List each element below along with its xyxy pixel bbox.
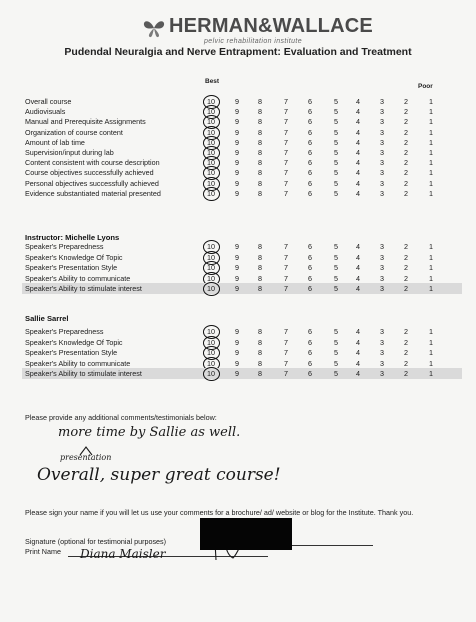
rating-row — [22, 368, 462, 379]
rating-option[interactable]: 2 — [404, 158, 408, 168]
rating-option[interactable]: 8 — [258, 273, 262, 283]
rating-option[interactable]: 3 — [380, 348, 384, 358]
rating-option[interactable]: 5 — [334, 242, 338, 251]
rating-option[interactable]: 7 — [284, 137, 288, 147]
rating-option[interactable]: 5 — [334, 348, 338, 358]
rating-option[interactable]: 10 — [204, 189, 218, 198]
rating-option[interactable]: 6 — [308, 358, 312, 368]
rating-option[interactable]: 2 — [404, 284, 408, 294]
rating-option[interactable]: 1 — [429, 158, 433, 168]
rating-option[interactable]: 5 — [334, 369, 338, 379]
rating-option[interactable]: 3 — [380, 97, 384, 106]
rating-option[interactable]: 8 — [258, 97, 262, 106]
rating-option[interactable]: 8 — [258, 358, 262, 368]
rating-option[interactable]: 3 — [380, 327, 384, 336]
rating-option[interactable]: 9 — [235, 107, 239, 117]
rating-option[interactable]: 3 — [380, 137, 384, 147]
rating-option[interactable]: 7 — [284, 337, 288, 347]
rating-option[interactable]: 1 — [429, 284, 433, 294]
rating-row — [22, 283, 462, 294]
rating-option[interactable]: 8 — [258, 127, 262, 137]
rating-option[interactable]: 7 — [284, 178, 288, 188]
rating-option[interactable]: 9 — [235, 188, 239, 198]
rating-option[interactable]: 2 — [404, 148, 408, 157]
rating-item-label: Organization of course content — [25, 127, 123, 137]
rating-option[interactable]: 1 — [429, 327, 433, 336]
rating-option[interactable]: 10 — [204, 327, 218, 336]
herman-wallace-logo — [142, 14, 373, 46]
rating-option[interactable]: 4 — [356, 273, 360, 283]
rating-option[interactable]: 4 — [356, 358, 360, 368]
course-title: Pudendal Neuralgia and Nerve Entrapment: Evaluation and Treatment — [64, 46, 412, 58]
rating-option[interactable]: 3 — [380, 127, 384, 137]
rating-option[interactable]: 8 — [258, 188, 262, 198]
rating-option[interactable]: 9 — [235, 97, 239, 106]
rating-option[interactable]: 5 — [334, 107, 338, 117]
rating-option[interactable]: 9 — [235, 137, 239, 147]
rating-option[interactable]: 4 — [356, 148, 360, 157]
rating-option[interactable]: 2 — [404, 369, 408, 379]
selected-rating-circle — [203, 367, 220, 381]
signature-label: Signature (optional for testimonial purposes) — [25, 537, 167, 546]
rating-option[interactable]: 8 — [258, 178, 262, 188]
rating-item-label: Content consistent with course description — [25, 158, 160, 168]
rating-option[interactable]: 5 — [334, 127, 338, 137]
rating-item-label: Supervision/input during lab — [25, 148, 114, 157]
rating-option[interactable]: 7 — [284, 107, 288, 117]
rating-option[interactable]: 2 — [404, 107, 408, 117]
rating-option[interactable]: 6 — [308, 263, 312, 273]
rating-option[interactable]: 1 — [429, 337, 433, 347]
rating-option[interactable]: 2 — [404, 263, 408, 273]
rating-row — [0, 337, 476, 348]
rating-option[interactable]: 1 — [429, 188, 433, 198]
rating-option[interactable]: 8 — [258, 117, 262, 127]
rating-option[interactable]: 10 — [204, 263, 218, 272]
rating-option[interactable]: 7 — [284, 369, 288, 379]
rating-item-label: Course objectives successfully achieved — [25, 168, 154, 178]
rating-option[interactable]: 4 — [356, 158, 360, 168]
comments-prompt: Please provide any additional comments/testimonials below: — [25, 413, 217, 422]
rating-option[interactable]: 1 — [429, 148, 433, 157]
rating-option[interactable]: 8 — [258, 107, 262, 117]
rating-option[interactable]: 4 — [356, 107, 360, 117]
rating-option[interactable]: 3 — [380, 188, 384, 198]
rating-item-label: Audiovisuals — [25, 107, 66, 117]
rating-option[interactable]: 6 — [308, 284, 312, 294]
rating-option[interactable]: 10 — [204, 179, 218, 188]
rating-option[interactable]: 10 — [204, 158, 218, 167]
rating-option[interactable]: 1 — [429, 252, 433, 262]
rating-option[interactable]: 7 — [284, 168, 288, 178]
rating-option[interactable]: 4 — [356, 327, 360, 336]
rating-option[interactable]: 7 — [284, 252, 288, 262]
rating-option[interactable]: 10 — [204, 348, 218, 357]
rating-option[interactable]: 6 — [308, 168, 312, 178]
handwritten-comment-line1: more time by Sallie as well. — [58, 425, 241, 440]
rating-item-label: Speaker's Knowledge Of Topic — [25, 337, 123, 347]
rating-option[interactable]: 2 — [404, 348, 408, 358]
rating-option[interactable]: 7 — [284, 284, 288, 294]
rating-option[interactable]: 6 — [308, 242, 312, 251]
rating-option[interactable]: 3 — [380, 178, 384, 188]
rating-option[interactable]: 9 — [235, 252, 239, 262]
rating-option[interactable]: 4 — [356, 369, 360, 379]
rating-option[interactable]: 1 — [429, 97, 433, 106]
rating-option[interactable]: 9 — [235, 127, 239, 137]
rating-option[interactable]: 5 — [334, 188, 338, 198]
rating-option[interactable]: 3 — [380, 107, 384, 117]
rating-item-label: Speaker's Knowledge Of Topic — [25, 252, 123, 262]
instructor-heading: Sallie Sarrel — [25, 314, 69, 323]
rating-option[interactable]: 3 — [380, 117, 384, 127]
rating-option[interactable]: 3 — [380, 252, 384, 262]
rating-option[interactable]: 6 — [308, 188, 312, 198]
rating-option[interactable]: 10 — [204, 148, 218, 157]
rating-option[interactable]: 1 — [429, 348, 433, 358]
rating-option[interactable]: 10 — [204, 107, 218, 116]
rating-option[interactable]: 9 — [235, 273, 239, 283]
rating-option[interactable]: 1 — [429, 273, 433, 283]
handwritten-printed-name: Diana Maisler — [80, 547, 166, 561]
rating-option[interactable]: 9 — [235, 263, 239, 273]
rating-option[interactable]: 5 — [334, 158, 338, 168]
rating-row — [0, 188, 476, 199]
rating-option[interactable]: 1 — [429, 178, 433, 188]
rating-option[interactable]: 10 — [204, 284, 218, 293]
rating-item-label: Speaker's Ability to communicate — [25, 273, 131, 283]
rating-option[interactable]: 6 — [308, 97, 312, 106]
rating-option[interactable]: 10 — [204, 117, 218, 126]
rating-option[interactable]: 2 — [404, 117, 408, 127]
rating-option[interactable]: 8 — [258, 327, 262, 336]
rating-option[interactable]: 8 — [258, 252, 262, 262]
rating-option[interactable]: 6 — [308, 369, 312, 379]
rating-option[interactable]: 8 — [258, 242, 262, 251]
rating-option[interactable]: 7 — [284, 158, 288, 168]
rating-item-label: Speaker's Presentation Style — [25, 263, 118, 273]
rating-item-label: Amount of lab time — [25, 137, 85, 147]
rating-option[interactable]: 10 — [204, 369, 218, 378]
rating-option[interactable]: 2 — [404, 358, 408, 368]
rating-row — [0, 262, 476, 273]
rating-row — [0, 326, 476, 337]
rating-option[interactable]: 2 — [404, 178, 408, 188]
rating-option[interactable]: 1 — [429, 107, 433, 117]
scale-best-label: Best — [205, 78, 220, 85]
rating-option[interactable]: 9 — [235, 148, 239, 157]
rating-option[interactable]: 6 — [308, 127, 312, 137]
rating-option[interactable]: 2 — [404, 188, 408, 198]
rating-item-label: Speaker's Ability to communicate — [25, 358, 131, 368]
rating-option[interactable]: 2 — [404, 97, 408, 106]
rating-option[interactable]: 4 — [356, 127, 360, 137]
rating-option[interactable]: 10 — [204, 274, 218, 283]
rating-option[interactable]: 4 — [356, 168, 360, 178]
rating-option[interactable]: 2 — [404, 168, 408, 178]
instructor-heading: Instructor: Michelle Lyons — [25, 233, 120, 242]
rating-option[interactable]: 3 — [380, 148, 384, 157]
rating-option[interactable]: 6 — [308, 158, 312, 168]
rating-option[interactable]: 7 — [284, 327, 288, 336]
rating-option[interactable]: 5 — [334, 97, 338, 106]
rating-option[interactable]: 7 — [284, 117, 288, 127]
rating-item-label: Overall course — [25, 97, 72, 106]
rating-option[interactable]: 9 — [235, 348, 239, 358]
rating-option[interactable]: 7 — [284, 148, 288, 157]
rating-option[interactable]: 8 — [258, 168, 262, 178]
rating-option[interactable]: 6 — [308, 327, 312, 336]
rating-option[interactable]: 3 — [380, 242, 384, 251]
rating-option[interactable]: 7 — [284, 97, 288, 106]
rating-option[interactable]: 5 — [334, 358, 338, 368]
rating-item-label: Speaker's Preparedness — [25, 327, 104, 336]
rating-option[interactable]: 5 — [334, 327, 338, 336]
rating-option[interactable]: 6 — [308, 337, 312, 347]
rating-option[interactable]: 1 — [429, 137, 433, 147]
rating-item-label: Speaker's Presentation Style — [25, 348, 118, 358]
rating-option[interactable]: 4 — [356, 252, 360, 262]
rating-option[interactable]: 10 — [204, 253, 218, 262]
rating-item-label: Personal objectives successfully achieved — [25, 178, 159, 188]
selected-rating-circle — [203, 187, 220, 201]
rating-option[interactable]: 5 — [334, 168, 338, 178]
rating-option[interactable]: 7 — [284, 127, 288, 137]
rating-option[interactable]: 1 — [429, 117, 433, 127]
print-name-label: Print Name — [25, 547, 61, 556]
rating-row — [0, 241, 476, 252]
rating-option[interactable]: 6 — [308, 178, 312, 188]
rating-option[interactable]: 1 — [429, 127, 433, 137]
rating-option[interactable]: 6 — [308, 107, 312, 117]
rating-option[interactable]: 1 — [429, 263, 433, 273]
rating-option[interactable]: 3 — [380, 358, 384, 368]
rating-option[interactable]: 4 — [356, 117, 360, 127]
rating-option[interactable]: 7 — [284, 263, 288, 273]
rating-option[interactable]: 5 — [334, 117, 338, 127]
rating-option[interactable]: 4 — [356, 137, 360, 147]
handwritten-comment-line2: Overall, super great course! — [37, 465, 281, 485]
rating-option[interactable]: 9 — [235, 284, 239, 294]
rating-option[interactable]: 10 — [204, 138, 218, 147]
rating-option[interactable]: 2 — [404, 242, 408, 251]
logo-name: HERMAN&WALLACE — [169, 15, 373, 37]
rating-option[interactable]: 1 — [429, 242, 433, 251]
rating-option[interactable]: 5 — [334, 284, 338, 294]
rating-option[interactable]: 2 — [404, 137, 408, 147]
rating-option[interactable]: 2 — [404, 273, 408, 283]
rating-option[interactable]: 3 — [380, 168, 384, 178]
rating-option[interactable]: 5 — [334, 273, 338, 283]
rating-option[interactable]: 8 — [258, 369, 262, 379]
rating-option[interactable]: 5 — [334, 337, 338, 347]
rating-option[interactable]: 4 — [356, 263, 360, 273]
rating-option[interactable]: 9 — [235, 158, 239, 168]
rating-option[interactable]: 4 — [356, 337, 360, 347]
rating-option[interactable]: 10 — [204, 242, 218, 251]
rating-option[interactable]: 3 — [380, 273, 384, 283]
rating-option[interactable]: 4 — [356, 178, 360, 188]
rating-option[interactable]: 8 — [258, 137, 262, 147]
rating-option[interactable]: 8 — [258, 158, 262, 168]
rating-item-label: Speaker's Preparedness — [25, 242, 104, 251]
rating-option[interactable]: 2 — [404, 127, 408, 137]
rating-option[interactable]: 10 — [204, 168, 218, 177]
rating-option[interactable]: 8 — [258, 263, 262, 273]
rating-option[interactable]: 6 — [308, 273, 312, 283]
rating-item-label: Speaker's Ability to stimulate interest — [25, 284, 142, 294]
rating-option[interactable]: 4 — [356, 97, 360, 106]
rating-row — [0, 252, 476, 263]
rating-option[interactable]: 7 — [284, 348, 288, 358]
rating-option[interactable]: 1 — [429, 369, 433, 379]
rating-option[interactable]: 4 — [356, 348, 360, 358]
rating-option[interactable]: 6 — [308, 348, 312, 358]
rating-option[interactable]: 3 — [380, 284, 384, 294]
rating-option[interactable]: 9 — [235, 178, 239, 188]
rating-option[interactable]: 5 — [334, 178, 338, 188]
rating-option[interactable]: 5 — [334, 148, 338, 157]
rating-option[interactable]: 5 — [334, 137, 338, 147]
rating-option[interactable]: 3 — [380, 369, 384, 379]
rating-option[interactable]: 8 — [258, 348, 262, 358]
rating-option[interactable]: 9 — [235, 369, 239, 379]
rating-option[interactable]: 7 — [284, 242, 288, 251]
rating-option[interactable]: 6 — [308, 148, 312, 157]
rating-option[interactable]: 7 — [284, 358, 288, 368]
rating-option[interactable]: 6 — [308, 117, 312, 127]
rating-option[interactable]: 8 — [258, 148, 262, 157]
redaction-box — [200, 518, 292, 550]
rating-item-label: Speaker's Ability to stimulate interest — [25, 369, 142, 379]
rating-row — [0, 347, 476, 358]
rating-option[interactable]: 3 — [380, 158, 384, 168]
rating-option[interactable]: 2 — [404, 252, 408, 262]
butterfly-logo-icon — [142, 16, 166, 40]
logo-tagline: pelvic rehabilitation institute — [204, 38, 303, 45]
rating-option[interactable]: 4 — [356, 242, 360, 251]
rating-option[interactable]: 7 — [284, 188, 288, 198]
rating-option[interactable]: 2 — [404, 327, 408, 336]
rating-option[interactable]: 4 — [356, 284, 360, 294]
rating-option[interactable]: 9 — [235, 168, 239, 178]
rating-option[interactable]: 9 — [235, 117, 239, 127]
rating-option[interactable]: 5 — [334, 263, 338, 273]
rating-option[interactable]: 9 — [235, 242, 239, 251]
handwritten-insert: presentation — [60, 453, 112, 462]
rating-option[interactable]: 10 — [204, 128, 218, 137]
rating-option[interactable]: 8 — [258, 284, 262, 294]
signature-prompt: Please sign your name if you will let us use your comments for a brochure/ ad/ website or blog for the Institute. Thank you. — [25, 508, 414, 517]
rating-option[interactable]: 5 — [334, 252, 338, 262]
rating-option[interactable]: 3 — [380, 263, 384, 273]
rating-option[interactable]: 10 — [204, 97, 218, 106]
rating-row — [0, 273, 476, 284]
rating-option[interactable]: 10 — [204, 338, 218, 347]
scale-poor-label: Poor — [418, 83, 433, 90]
rating-option[interactable]: 3 — [380, 337, 384, 347]
rating-option[interactable]: 8 — [258, 337, 262, 347]
rating-option[interactable]: 1 — [429, 168, 433, 178]
rating-option[interactable]: 4 — [356, 188, 360, 198]
rating-option[interactable]: 7 — [284, 273, 288, 283]
rating-option[interactable]: 6 — [308, 137, 312, 147]
rating-option[interactable]: 1 — [429, 358, 433, 368]
rating-item-label: Evidence substantiated material presented — [25, 188, 161, 198]
rating-option[interactable]: 9 — [235, 358, 239, 368]
rating-item-label: Manual and Prerequisite Assignments — [25, 117, 146, 127]
rating-option[interactable]: 6 — [308, 252, 312, 262]
rating-option[interactable]: 2 — [404, 337, 408, 347]
rating-option[interactable]: 9 — [235, 337, 239, 347]
rating-row — [0, 358, 476, 369]
rating-option[interactable]: 9 — [235, 327, 239, 336]
selected-rating-circle — [203, 282, 220, 296]
rating-option[interactable]: 10 — [204, 359, 218, 368]
